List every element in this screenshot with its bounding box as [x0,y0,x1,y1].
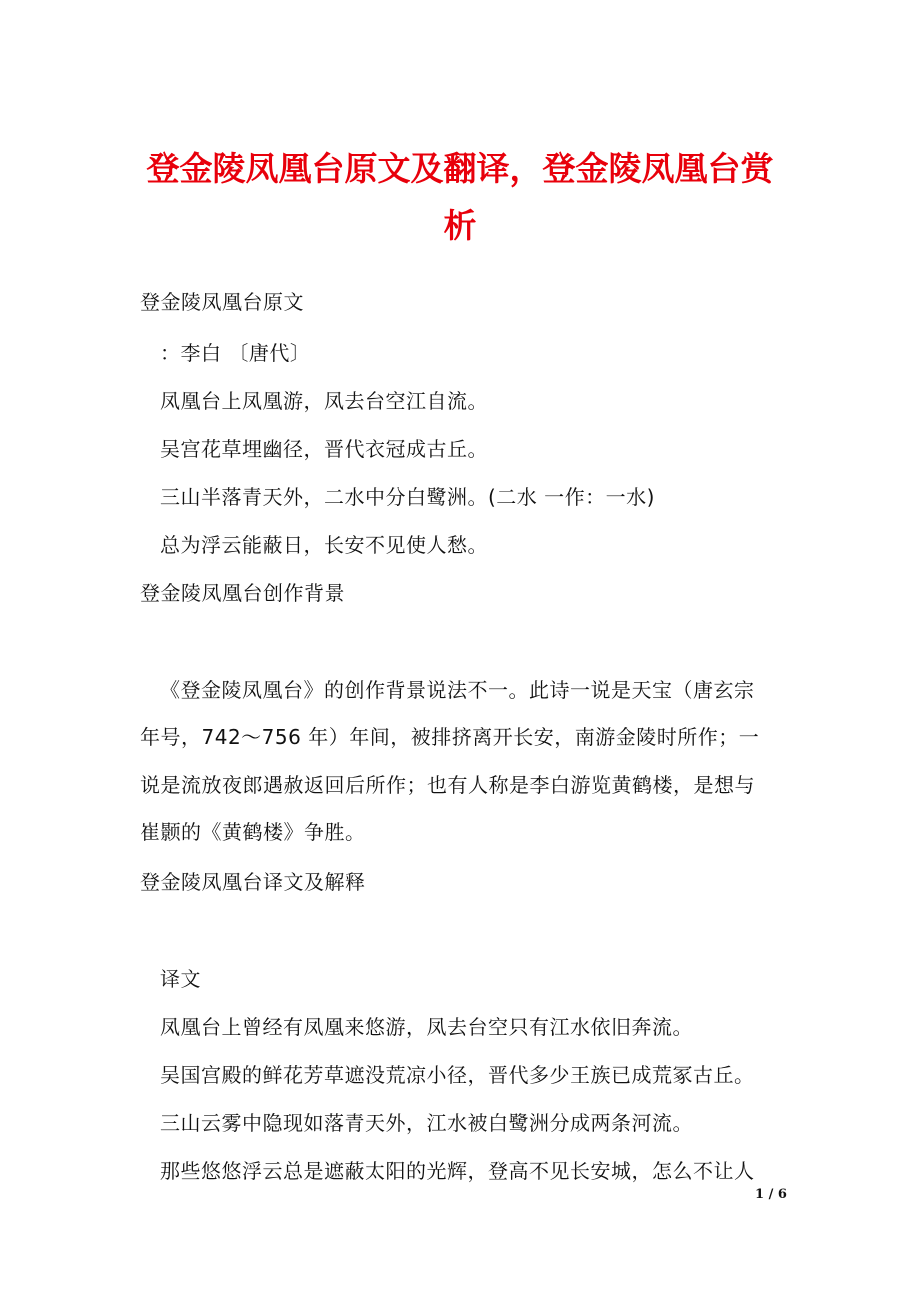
section-heading-translation: 登金陵凤凰台译文及解释 [140,870,366,894]
translation-line-2: 吴国宫殿的鲜花芳草遮没荒凉小径，晋代多少王族已成荒冢古丘。 [160,1063,755,1087]
document-title-line-2: 析 [443,206,477,245]
page-number: 1 / 6 [755,1187,787,1202]
background-paragraph-line-3: 说是流放夜郎遇赦返回后所作；也有人称是李白游览黄鹤楼，是想与 [140,773,755,797]
poem-line-1: 凤凰台上凤凰游，凤去台空江自流。 [160,389,488,413]
poem-line-2: 吴宫花草埋幽径，晋代衣冠成古丘。 [160,437,488,461]
poem-line-4: 总为浮云能蔽日，长安不见使人愁。 [160,533,488,557]
poem-author: ：李白 〔唐代〕 [160,341,311,365]
background-paragraph-line-2: 年号，742～756 年）年间，被排挤离开长安，南游金陵时所作；一 [140,725,760,749]
background-paragraph-line-4: 崔颢的《黄鹤楼》争胜。 [140,820,366,844]
translation-line-3: 三山云雾中隐现如落青天外，江水被白鹭洲分成两条河流。 [160,1111,693,1135]
document-title-line-1: 登金陵凤凰台原文及翻译，登金陵凤凰台赏 [146,149,774,188]
background-paragraph-line-1: 《登金陵凤凰台》的创作背景说法不一。此诗一说是天宝（唐玄宗 [160,678,755,702]
section-heading-original: 登金陵凤凰台原文 [140,290,304,314]
translation-line-4: 那些悠悠浮云总是遮蔽太阳的光辉，登高不见长安城，怎么不让人 [160,1159,755,1183]
translation-line-1: 凤凰台上曾经有凤凰来悠游，凤去台空只有江水依旧奔流。 [160,1015,693,1039]
section-heading-background: 登金陵凤凰台创作背景 [140,581,345,605]
translation-subheading: 译文 [160,967,201,991]
poem-line-3: 三山半落青天外，二水中分白鹭洲。(二水 一作：一水) [160,485,655,509]
